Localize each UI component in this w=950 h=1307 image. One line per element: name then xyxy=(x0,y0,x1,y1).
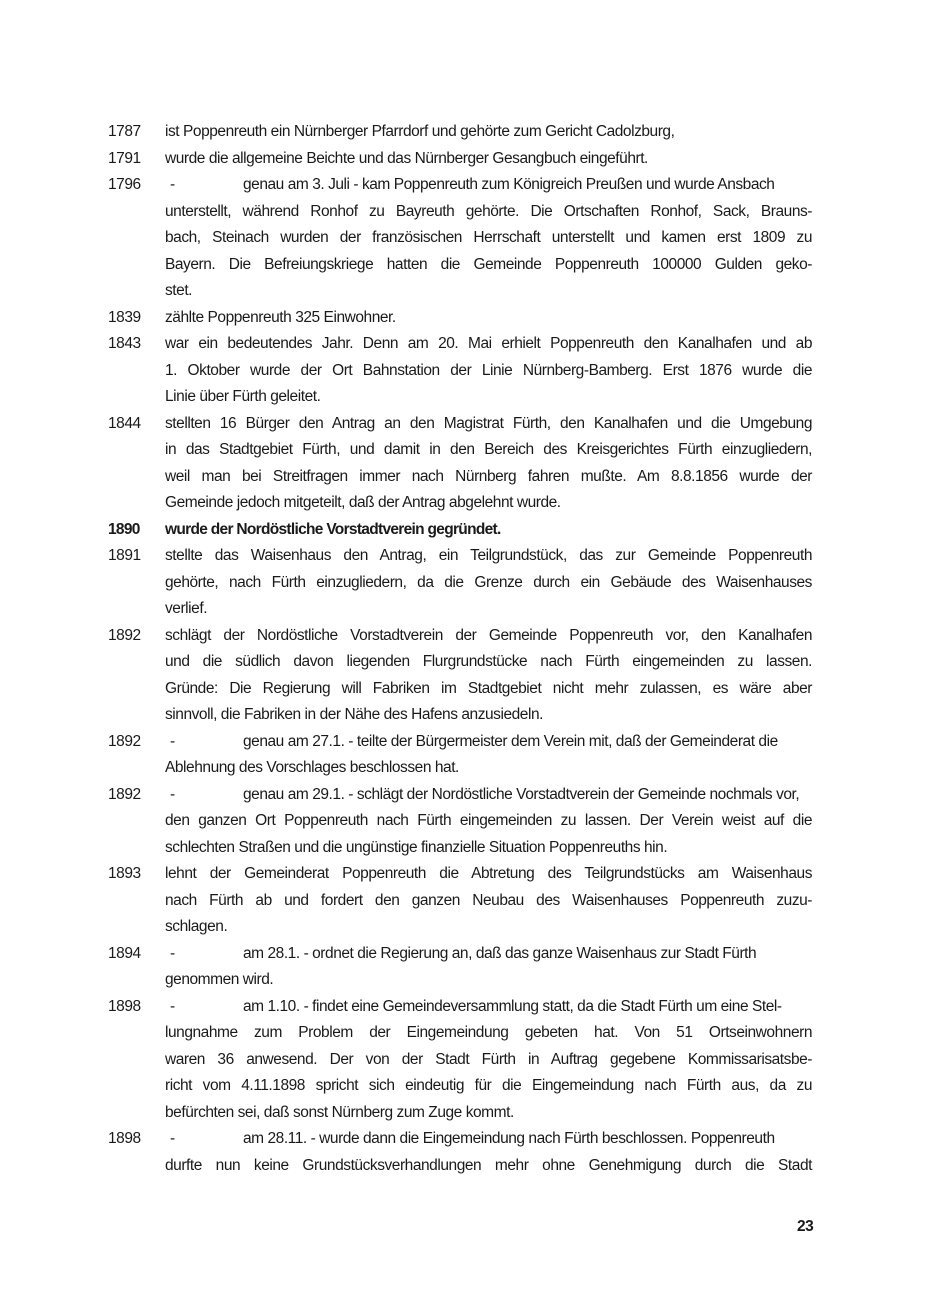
entry-text-line: genommen wird. xyxy=(165,971,274,988)
entry-year: 1791 xyxy=(108,149,141,167)
entry-text-line: befürchten sei, daß sonst Nürnberg zum Zuge kommt. xyxy=(165,1103,514,1121)
entry-dash: - xyxy=(170,997,175,1015)
entry-year: 1890 xyxy=(108,520,140,538)
entry-year: 1892 xyxy=(108,732,141,750)
entry-text-line: gehörte, nach Fürth einzugliedern, da die Grenze durch ein Gebäude des Waisenhauses xyxy=(165,573,812,591)
entry-text-line: genau am 29.1. - schlägt der Nordöstliche Vorstadtverein der Gemeinde nochmals vor, xyxy=(243,785,800,803)
entry-dash: - xyxy=(170,732,175,750)
entry-text-line: richt vom 4.11.1898 spricht sich eindeutig für die Eingemeindung nach Fürth aus, da zu xyxy=(165,1077,812,1094)
page-number: 23 xyxy=(797,1218,814,1235)
entry-year: 1898 xyxy=(108,997,141,1015)
entry-year: 1844 xyxy=(108,414,141,432)
entry-text-line: schlechten Straßen und die ungünstige finanzielle Situation Poppenreuths hin. xyxy=(165,838,668,856)
entry-text-line: genau am 3. Juli - kam Poppenreuth zum Königreich Preußen und wurde Ansbach xyxy=(243,176,775,193)
entry-text-line: und die südlich davon liegenden Flurgrundstücke nach Fürth eingemeinden zu lassen. xyxy=(165,653,812,670)
entry-text-line: am 28.11. - wurde dann die Eingemeindung nach Fürth beschlossen. Poppenreuth xyxy=(243,1130,775,1147)
entry-text-line: ist Poppenreuth ein Nürnberger Pfarrdorf und gehörte zum Gericht Cadolzburg, xyxy=(165,123,675,140)
entry-text-line: durfte nun keine Grundstücksverhandlungen mehr ohne Genehmigung durch die Stadt xyxy=(165,1156,812,1174)
entry-year: 1893 xyxy=(108,865,141,882)
entry-text-line: stet. xyxy=(165,282,193,299)
entry-text-line: am 1.10. - findet eine Gemeindeversammlung statt, da die Stadt Fürth um eine Stel- xyxy=(243,997,782,1015)
entry-text-line: bach, Steinach wurden der französischen Herrschaft unterstellt und kamen erst 1809 zu xyxy=(165,229,812,246)
entry-text-line: verlief. xyxy=(165,600,208,617)
entry-text-line: schlägt der Nordöstliche Vorstadtverein der Gemeinde Poppenreuth vor, den Kanalhafen xyxy=(165,626,812,644)
entry-text-line: lehnt der Gemeinderat Poppenreuth die Abtretung des Teilgrundstücks am Waisenhaus xyxy=(165,865,812,882)
entry-text-line: lungnahme zum Problem der Eingemeindung gebeten hat. Von 51 Ortseinwohnern xyxy=(165,1024,812,1041)
entry-text-line: zählte Poppenreuth 325 Einwohner. xyxy=(165,308,396,326)
entry-dash: - xyxy=(170,1130,175,1147)
entry-text-line: war ein bedeutendes Jahr. Denn am 20. Mai erhielt Poppenreuth den Kanalhafen und ab xyxy=(165,335,812,352)
entry-text-line: Gründe: Die Regierung will Fabriken im Stadtgebiet nicht mehr zulassen, es wäre aber xyxy=(165,679,812,697)
entry-text-line: genau am 27.1. - teilte der Bürgermeister dem Verein mit, daß der Gemeinderat die xyxy=(243,732,778,750)
entry-dash: - xyxy=(170,176,175,193)
entry-year: 1898 xyxy=(108,1130,141,1147)
entry-text-line: unterstellt, während Ronhof zu Bayreuth gehörte. Die Ortschaften Ronhof, Sack, Brauns- xyxy=(165,202,812,220)
entry-text-line: Gemeinde jedoch mitgeteilt, daß der Antrag abgelehnt wurde. xyxy=(165,494,561,511)
entry-text-line: sinnvoll, die Fabriken in der Nähe des Hafens anzusiedeln. xyxy=(165,706,543,723)
entry-year: 1892 xyxy=(108,785,141,803)
entry-text-line: stellten 16 Bürger den Antrag an den Magistrat Fürth, den Kanalhafen und die Umgebung xyxy=(165,414,812,432)
entry-text-line: stellte das Waisenhaus den Antrag, ein Teilgrundstück, das zur Gemeinde Poppenreuth xyxy=(165,547,812,564)
entry-text-line: Bayern. Die Befreiungskriege hatten die Gemeinde Poppenreuth 100000 Gulden geko- xyxy=(165,255,812,273)
entry-year: 1839 xyxy=(108,308,141,326)
entry-year: 1891 xyxy=(108,547,141,564)
entry-text-line: am 28.1. - ordnet die Regierung an, daß das ganze Waisenhaus zur Stadt Fürth xyxy=(243,944,757,962)
entry-text-line: wurde die allgemeine Beichte und das Nürnberger Gesangbuch eingeführt. xyxy=(165,149,648,167)
entry-text-line: den ganzen Ort Poppenreuth nach Fürth eingemeinden zu lassen. Der Verein weist auf die xyxy=(165,812,812,829)
entry-dash: - xyxy=(170,944,175,962)
entry-text-line: wurde der Nordöstliche Vorstadtverein gegründet. xyxy=(165,520,501,538)
entry-year: 1796 xyxy=(108,176,141,193)
entry-year: 1843 xyxy=(108,335,141,352)
entry-year: 1894 xyxy=(108,944,141,962)
entry-text-line: Linie über Fürth geleitet. xyxy=(165,388,321,405)
entry-year: 1892 xyxy=(108,626,141,644)
entry-year: 1787 xyxy=(108,123,141,140)
entry-text-line: nach Fürth ab und fordert den ganzen Neubau des Waisenhauses Poppenreuth zuzu- xyxy=(165,891,812,909)
entry-dash: - xyxy=(170,785,175,803)
entry-text-line: in das Stadtgebiet Fürth, und damit in den Bereich des Kreisgerichtes Fürth einzugliedern, xyxy=(165,441,812,458)
entry-text-line: weil man bei Streitfragen immer nach Nürnberg fahren mußte. Am 8.8.1856 wurde der xyxy=(165,467,812,485)
entry-text-line: schlagen. xyxy=(165,918,228,935)
entry-text-line: 1. Oktober wurde der Ort Bahnstation der Linie Nürnberg-Bamberg. Erst 1876 wurde die xyxy=(165,361,812,379)
entry-text-line: Ablehnung des Vorschlages beschlossen hat. xyxy=(165,759,459,776)
entry-text-line: waren 36 anwesend. Der von der Stadt Fürth in Auftrag gegebene Kommissarisatsbe- xyxy=(165,1050,812,1068)
